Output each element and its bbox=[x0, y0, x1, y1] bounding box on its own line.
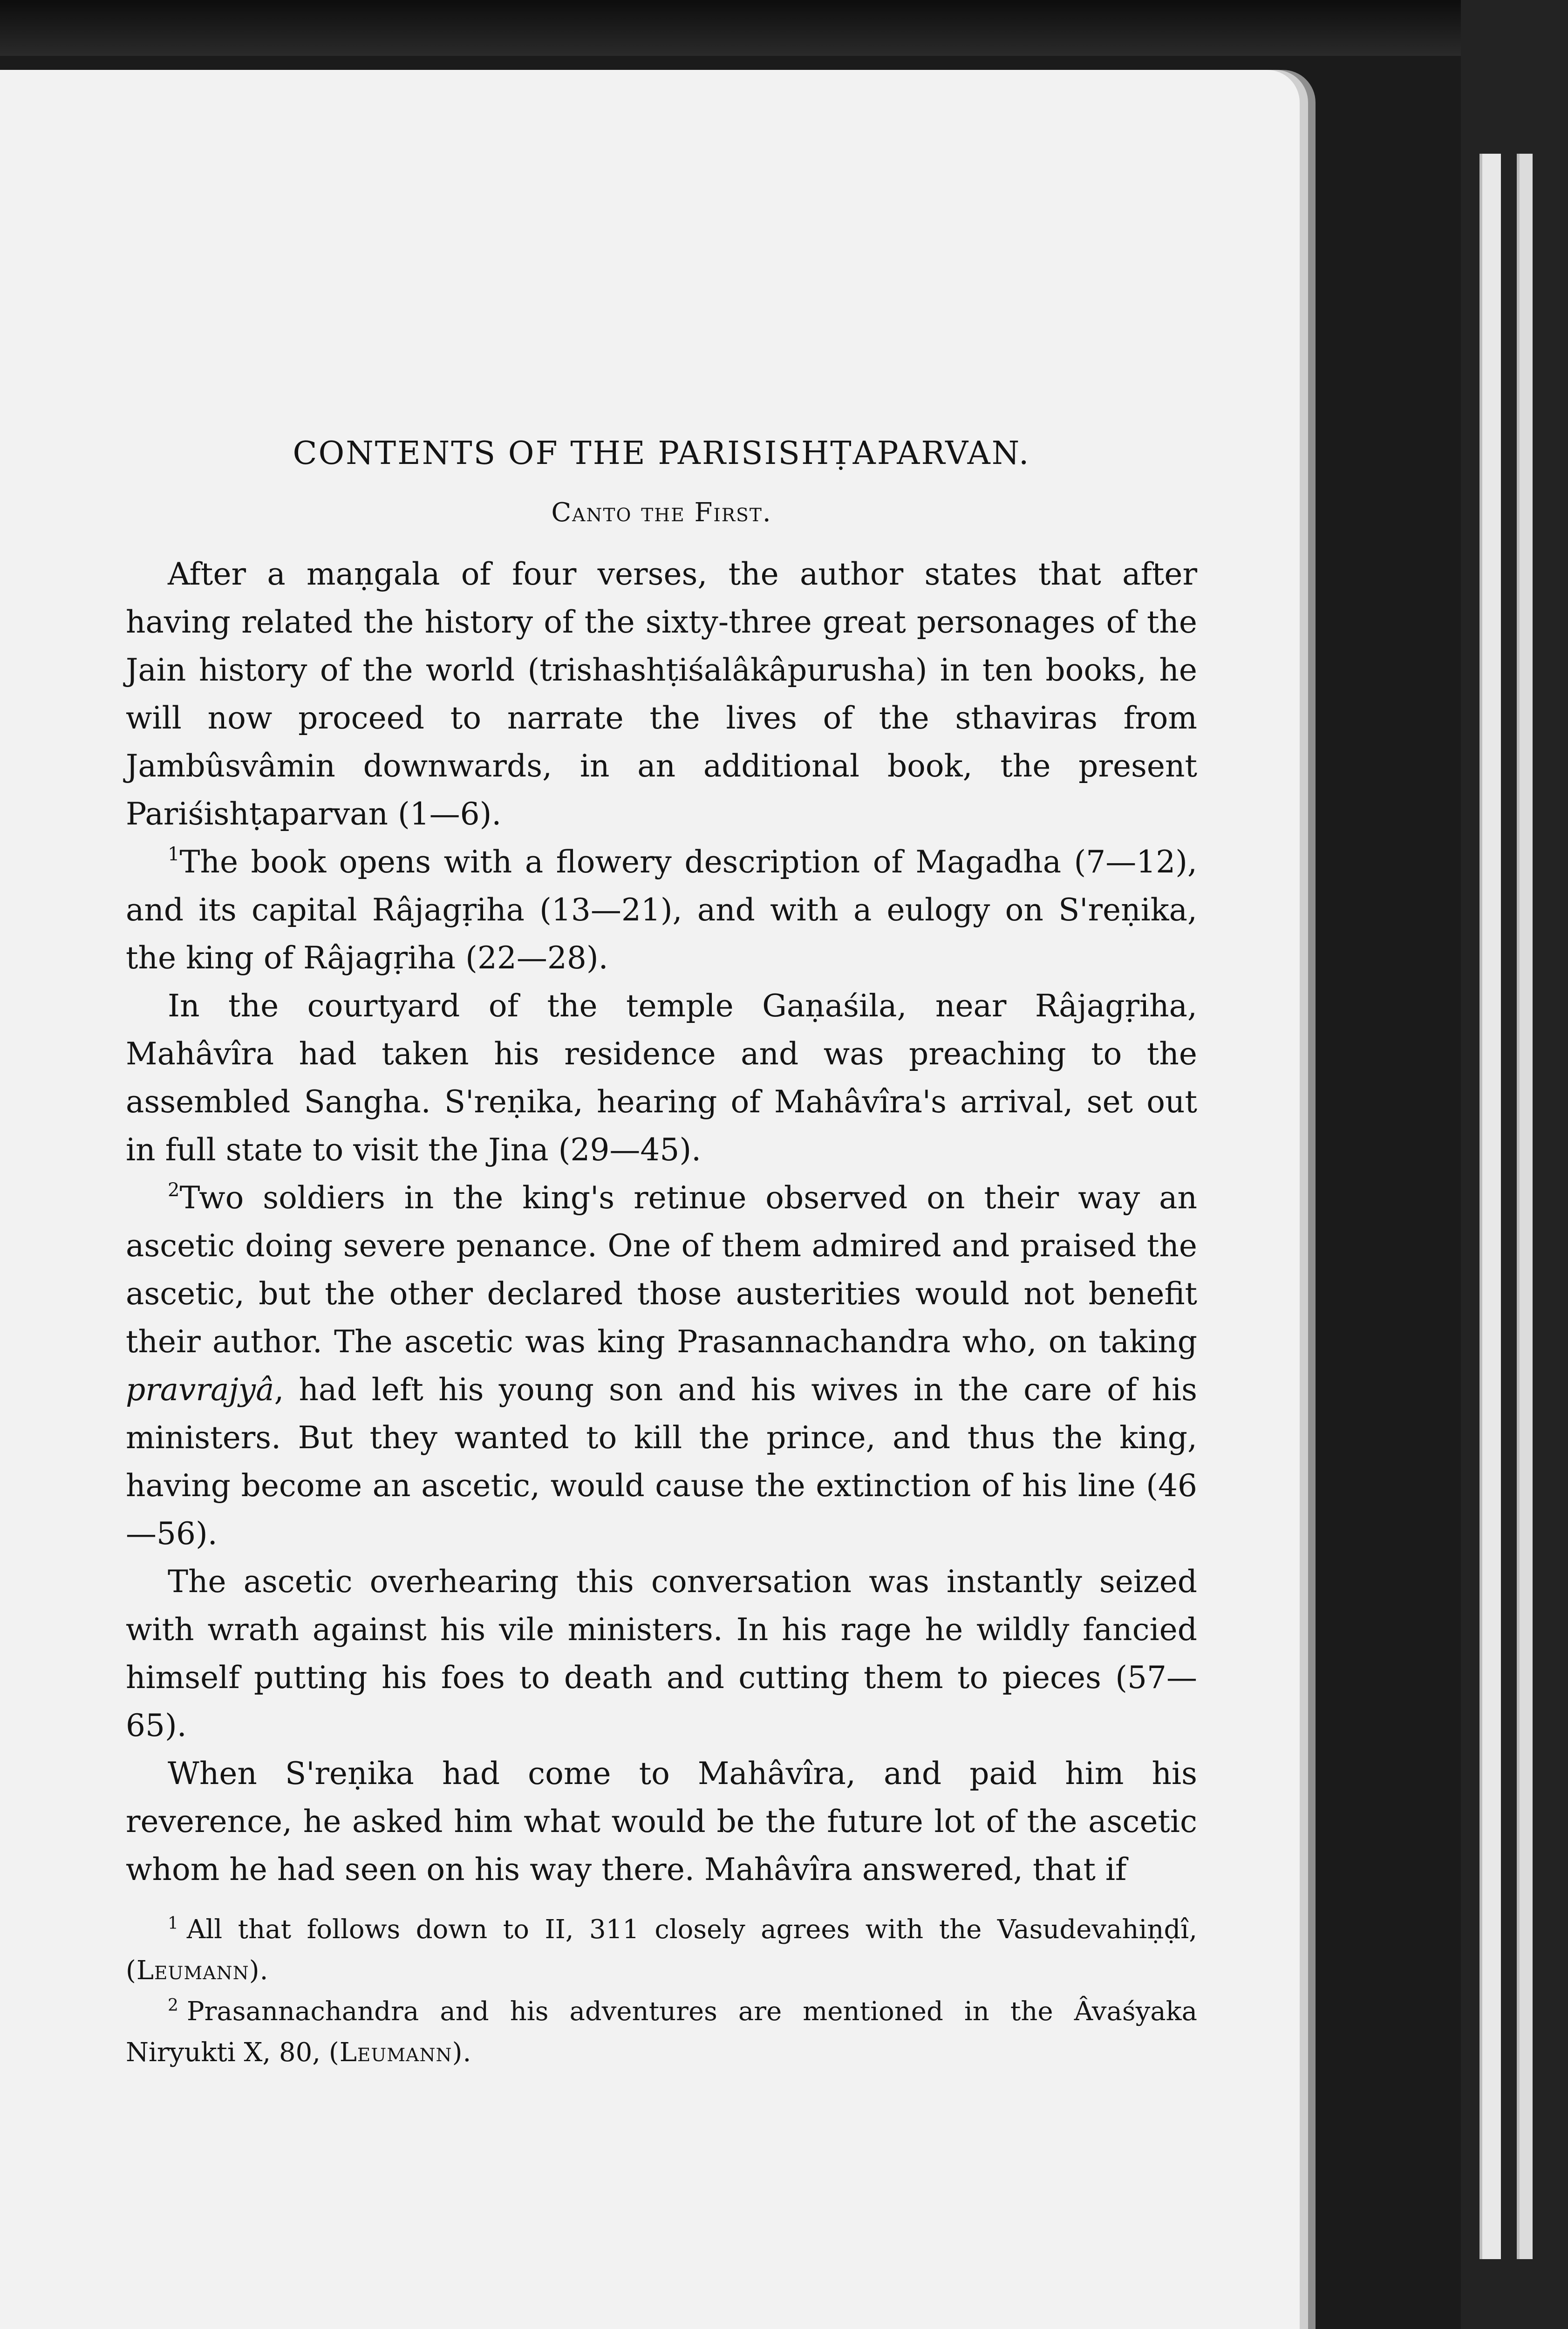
scan-top-edge bbox=[0, 0, 1568, 56]
paragraph: The ascetic overhearing this conversation was instantly seized with wrath against his vile ministers. In his rage he wildly fancied himself putting his foes to death and cutting them to pieces (57—65). bbox=[126, 1564, 1197, 1743]
italic-term: pravrajyâ bbox=[126, 1372, 274, 1408]
paragraph: When S'reṇika had come to Mahâvîra, and paid him his reverence, he asked him what would be the future lot of the ascetic whom he had seen on his way there. Mahâvîra answered, that if bbox=[126, 1756, 1197, 1887]
page-content bbox=[126, 435, 1197, 2073]
book-page bbox=[0, 70, 1300, 2329]
footnote: $^1$ All that follows down to II, 311 closely agrees with the Vasudevahiṇḍî, (Leumann). bbox=[126, 1914, 1197, 1986]
footnote-number: 1 bbox=[168, 1914, 178, 1933]
paragraph: $^2$Two soldiers in the king's retinue observed on their way an ascetic doing severe penance. One of them admired and praised the ascetic, but the other declared those austerities would not benefit their author. The ascetic was king Prasannachandra who, on taking pravrajyâ, had left his young son and his wives in the care of his ministers. But they wanted to kill the prince, and thus the king, having become an ascetic, would cause the extinction of his line (46—56). bbox=[126, 1179, 1197, 1552]
page-edge-strip bbox=[1479, 154, 1501, 2259]
canto-heading: Canto the First. bbox=[551, 497, 772, 528]
footnote-author: (Leumann). bbox=[126, 1955, 269, 1986]
page-edge-strip bbox=[1517, 154, 1533, 2259]
footnote-marker: 2 bbox=[168, 1179, 180, 1201]
footnotes bbox=[126, 1909, 1197, 2073]
page-title: CONTENTS OF THE PARISISHṬAPARVAN. bbox=[293, 435, 1030, 472]
footnote: $^2$ Prasannachandra and his adventures are mentioned in the Âvaśyaka Niryukti X, 80, (Leumann). bbox=[126, 1996, 1197, 2068]
book-binding bbox=[1461, 0, 1568, 2329]
paragraph: After a maṇgala of four verses, the author states that after having related the history of the sixty-three great personages of the Jain history of the world (trishashṭiśalâkâpurusha) in ten books, he will now proceed to narrate the lives of the sthaviras from Jambûsvâmin downwards, in an additional book, the present Pariśishṭaparvan (1—6). bbox=[126, 556, 1197, 832]
body-text bbox=[126, 550, 1197, 1893]
paragraph: $^1$The book opens with a flowery description of Magadha (7—12), and its capital Râjagṛiha (13—21), and with a eulogy on S'reṇika, the king of Râjagṛiha (22—28). bbox=[126, 844, 1197, 976]
footnote-marker: 1 bbox=[168, 844, 180, 865]
footnote-author: (Leumann). bbox=[328, 2037, 472, 2068]
paragraph: In the courtyard of the temple Gaṇaśila, near Râjagṛiha, Mahâvîra had taken his residence and was preaching to the assembled Sangha. S'reṇika, hearing of Mahâvîra's arrival, set out in full state to visit the Jina (29—45). bbox=[126, 988, 1197, 1168]
footnote-number: 2 bbox=[168, 1996, 178, 2015]
